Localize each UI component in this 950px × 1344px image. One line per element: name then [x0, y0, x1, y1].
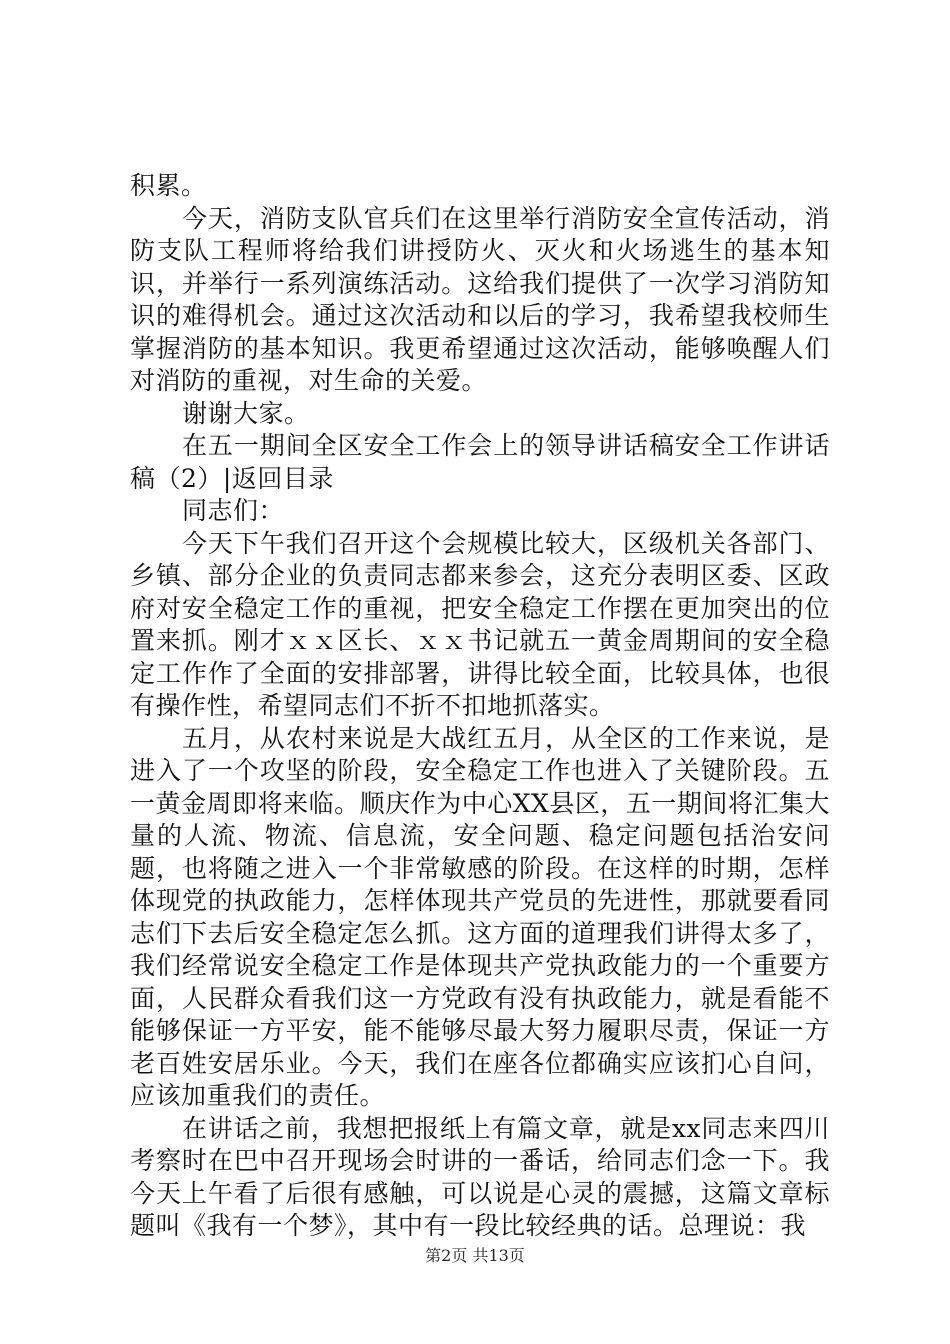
paragraph-thanks: 谢谢大家。 — [182, 398, 310, 428]
document-body — [130, 170, 830, 1243]
paragraph-meeting: 今天下午我们召开这个会规模比较大，区级机关各部门、乡镇、部分企业的负责同志都来参会，这充分表明区委、区政府对安全稳定工作的重视，把安全稳定工作摆在更加突出的位置来抓。刚才ｘｘ区长、ｘｘ书记就五一黄金周期间的安全稳定工作作了全面的安排部署，讲得比较全面，比较具体，也很有操作性，希望同志们不折不扣地抓落实。 — [130, 528, 830, 720]
page-footer: 第2页 共13页 — [425, 1246, 525, 1265]
salutation: 同志们： — [182, 496, 285, 525]
paragraph-continuation: 积累。 — [130, 171, 207, 200]
paragraph-article: 在讲话之前，我想把报纸上有篇文章，就是xx同志来四川考察时在巴中召开现场会时讲的一番话，给同志们念一下。我今天上午看了后很有感触，可以说是心灵的震撼，这篇文章标题叫《我有一个梦》，其中有一段比较经典的话。总理说：我 — [130, 1113, 830, 1240]
paragraph-fire-safety: 今天，消防支队官兵们在这里举行消防安全宣传活动，消防支队工程师将给我们讲授防火、灭火和火场逃生的基本知识，并举行一系列演练活动。这给我们提供了一次学习消防知识的难得机会。通过这次活动和以后的学习，我希望我校师生掌握消防的基本知识。我更希望通过这次活动，能够唤醒人们对消防的重视，对生命的关爱。 — [130, 203, 830, 395]
section-heading: 在五一期间全区安全工作会上的领导讲话稿安全工作讲话稿（2）|返回目录 — [130, 431, 830, 493]
paragraph-may: 五月，从农村来说是大战红五月，从全区的工作来说，是进入了一个攻坚的阶段，安全稳定工作也进入了关键阶段。五一黄金周即将来临。顺庆作为中心XX县区，五一期间将汇集大量的人流、物流、信息流，安全问题、稳定问题包括治安问题，也将随之进入一个非常敏感的阶段。在这样的时期，怎样体现党的执政能力，怎样体现共产党员的先进性，那就要看同志们下去后安全稳定怎么抓。这方面的道理我们讲得太多了，我们经常说安全稳定工作是体现共产党执政能力的一个重要方面，人民群众看我们这一方党政有没有执政能力，就是看能不能够保证一方平安，能不能够尽最大努力履职尽责，保证一方老百姓安居乐业。今天，我们在座各位都确实应该扪心自问，应该加重我们的责任。 — [130, 723, 830, 1110]
